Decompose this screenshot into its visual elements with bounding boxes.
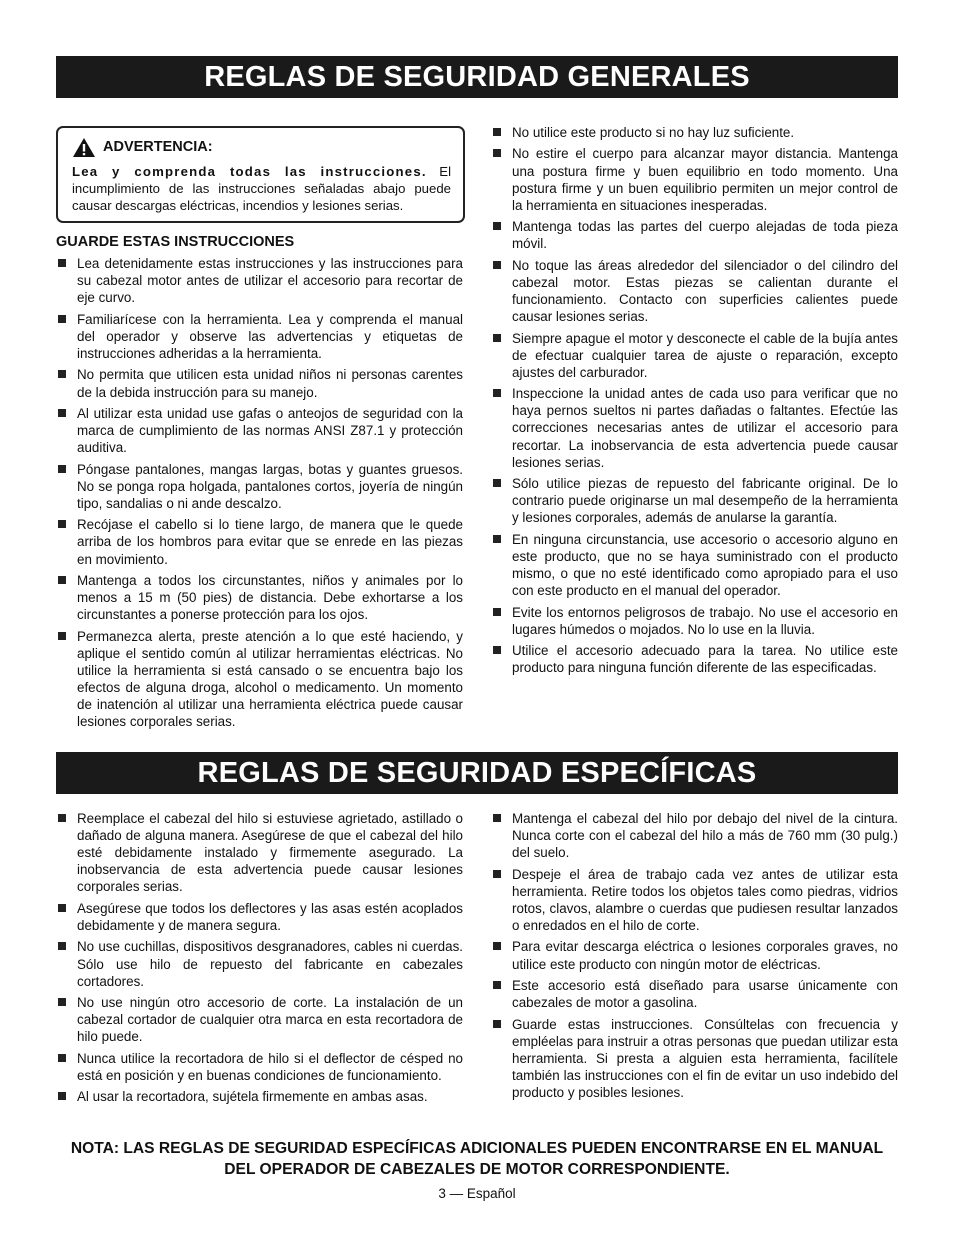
rule-item xyxy=(491,531,898,599)
rule-text: No estire el cuerpo para alcanzar mayor distancia. Mantenga una postura firme y buen equilibrio en todo momento. Una postura firme y un buen equilibrio permiten un mejor control de la herramienta en situaciones inesperadas. xyxy=(512,146,898,213)
rule-item xyxy=(491,604,898,638)
rule-text: Sólo utilice piezas de repuesto del fabricante original. De lo contrario puede originarse un mal desempeño de la herramienta y lesiones corporales, además de anularse la garantía. xyxy=(512,476,898,526)
rule-text: Evite los entornos peligrosos de trabajo. No use el accesorio en lugares húmedos o mojados. No lo use en la lluvia. xyxy=(512,604,898,637)
rule-text: Familiarícese con la herramienta. Lea y comprenda el manual del operador y observe las advertencias y etiquetas de instrucciones adheridas a la herramienta. xyxy=(77,311,463,361)
rule-item xyxy=(491,938,898,972)
rule-item xyxy=(491,257,898,325)
rule-text: Despeje el área de trabajo cada vez antes de utilizar esta herramienta. Retire todos los objetos tales como piedras, vidrios rotos, clavos, alambre o cuerdas que pudiesen resultar lanzados o enredados en el hilo de corte. xyxy=(512,866,898,933)
square-bullet-icon xyxy=(58,1054,66,1062)
general-rules-right-column xyxy=(491,124,898,681)
rule-item xyxy=(56,366,463,400)
square-bullet-icon xyxy=(58,409,66,417)
general-rules-banner xyxy=(56,56,898,98)
warning-triangle-icon xyxy=(72,137,96,158)
rule-item xyxy=(56,810,463,895)
rule-text: Mantenga todas las partes del cuerpo alejadas de toda pieza móvil. xyxy=(512,219,898,252)
square-bullet-icon xyxy=(493,981,501,989)
square-bullet-icon xyxy=(493,334,501,342)
square-bullet-icon xyxy=(493,646,501,654)
warning-box xyxy=(56,126,465,223)
rule-text: Al utilizar esta unidad use gafas o anteojos de seguridad con la marca de cumplimiento de las normas ANSI Z87.1 y protección auditiva. xyxy=(77,406,463,456)
square-bullet-icon xyxy=(58,576,66,584)
rule-text: Póngase pantalones, mangas largas, botas y guantes gruesos. No se ponga ropa holgada, pantalones cortos, joyería de ningún tipo, sandalias o ni ande descalzo. xyxy=(77,461,463,511)
rule-item xyxy=(491,1016,898,1101)
square-bullet-icon xyxy=(58,998,66,1006)
rule-text: Lea detenidamente estas instrucciones y las instrucciones para su cabezal motor antes de utilizar el accesorio para recortar de eje curvo. xyxy=(77,256,463,306)
rule-item xyxy=(491,124,898,141)
rule-text: Mantenga el cabezal del hilo por debajo del nivel de la cintura. Nunca corte con el cabezal del hilo a más de 760 mm (30 pulg.) del suelo. xyxy=(512,811,898,861)
rule-text: Reemplace el cabezal del hilo si estuviese agrietado, astillado o dañado de alguna manera. Asegúrese de que el cabezal del hilo esté debidamente instalado y firmemente asegurado. La inobservancia de esta advertencia puede causar lesiones corporales serias. xyxy=(77,811,463,895)
general-left-list xyxy=(56,255,463,730)
rule-item xyxy=(491,866,898,934)
rule-item xyxy=(491,475,898,526)
square-bullet-icon xyxy=(58,520,66,528)
square-bullet-icon xyxy=(493,222,501,230)
square-bullet-icon xyxy=(58,259,66,267)
rule-text: Utilice el accesorio adecuado para la tarea. No utilice este producto para ninguna función diferente de las especificadas. xyxy=(512,643,898,676)
rule-item xyxy=(56,255,463,306)
rule-item xyxy=(491,642,898,676)
rule-item xyxy=(56,900,463,934)
square-bullet-icon xyxy=(493,128,501,136)
rule-text: En ninguna circunstancia, use accesorio o accesorio alguno en este producto, que no se haya suministrado con el producto mismo, o que no esté identificado como apropiado para el uso con este producto en el manual del operador. xyxy=(512,531,898,599)
square-bullet-icon xyxy=(58,814,66,822)
square-bullet-icon xyxy=(493,608,501,616)
additional-rules-note: NOTA: LAS REGLAS DE SEGURIDAD ESPECÍFICAS ADICIONALES PUEDEN ENCONTRARSE EN EL MANUAL DEL OPERADOR DE CABEZALES DE MOTOR CORRESPONDIENTE. xyxy=(70,1140,884,1178)
square-bullet-icon xyxy=(493,870,501,878)
warning-lead: Lea y comprenda todas las instrucciones. xyxy=(72,164,427,179)
rule-item xyxy=(491,145,898,213)
specific-rules-title: REGLAS DE SEGURIDAD ESPECÍFICAS xyxy=(197,756,757,789)
rule-text: Al usar la recortadora, sujétela firmemente en ambas asas. xyxy=(77,1089,428,1105)
specific-left-list xyxy=(56,810,463,1105)
square-bullet-icon xyxy=(58,465,66,473)
square-bullet-icon xyxy=(493,479,501,487)
square-bullet-icon xyxy=(493,942,501,950)
general-rules-left-column xyxy=(56,126,463,735)
square-bullet-icon xyxy=(58,370,66,378)
square-bullet-icon xyxy=(58,315,66,323)
square-bullet-icon xyxy=(58,904,66,912)
square-bullet-icon xyxy=(493,389,501,397)
rule-item xyxy=(56,311,463,362)
rule-text: No toque las áreas alrededor del silenciador o del cilindro del cabezal motor. Estas piezas se calientan durante el funcionamiento. Contacto con superficies calientes puede causar lesiones serias. xyxy=(512,257,898,325)
square-bullet-icon xyxy=(493,261,501,269)
rule-text: Mantenga a todos los circunstantes, niños y animales por lo menos a 15 m (50 pies) de distancia. Debe exhortarse a los circunstantes a ponerse protección para los ojos. xyxy=(77,573,463,623)
rule-item xyxy=(56,994,463,1045)
rule-item xyxy=(56,628,463,731)
rule-text: Recójase el cabello si lo tiene largo, de manera que le quede arriba de los hombros para evitar que se enrede en las piezas en movimiento. xyxy=(77,517,463,567)
general-rules-title: REGLAS DE SEGURIDAD GENERALES xyxy=(204,60,750,93)
rule-text: No permita que utilicen esta unidad niños ni personas carentes de la debida instrucción para su manejo. xyxy=(77,367,463,400)
rule-text: No use ningún otro accesorio de corte. La instalación de un cabezal cortador de cualquier otra marca en esta recortadora de hilo puede. xyxy=(77,995,463,1045)
general-right-list xyxy=(491,124,898,676)
square-bullet-icon xyxy=(493,1020,501,1028)
rule-text: Asegúrese que todos los deflectores y las asas estén acoplados debidamente y de manera segura. xyxy=(77,900,463,933)
rule-text: Para evitar descarga eléctrica o lesiones corporales graves, no utilice este producto con ningún motor de eléctricas. xyxy=(512,939,898,972)
rule-item xyxy=(491,977,898,1011)
rule-item xyxy=(56,572,463,623)
square-bullet-icon xyxy=(58,1092,66,1100)
rule-item xyxy=(491,385,898,470)
rule-item xyxy=(56,1050,463,1084)
rule-text: Este accesorio está diseñado para usarse únicamente con cabezales de motor a gasolina. xyxy=(512,978,898,1011)
warning-text xyxy=(72,163,451,214)
rule-text: No utilice este producto si no hay luz suficiente. xyxy=(512,125,795,140)
specific-right-list xyxy=(491,810,898,1101)
specific-rules-left-column xyxy=(56,810,463,1110)
rule-item xyxy=(56,516,463,567)
rule-item xyxy=(56,405,463,456)
specific-rules-banner xyxy=(56,752,898,794)
specific-rules-right-column xyxy=(491,810,898,1105)
rule-text: Guarde estas instrucciones. Consúltelas con frecuencia y empléelas para instruir a otras personas que puedan utilizar esta herramienta. Si presta a alguien esta herramienta, facilítele también las instrucciones con el fin de evitar un uso indebido del producto y posibles lesiones. xyxy=(512,1016,898,1100)
square-bullet-icon xyxy=(58,632,66,640)
rule-item xyxy=(56,938,463,989)
rule-text: Nunca utilice la recortadora de hilo si el deflector de césped no está en posición y en buenas condiciones de funcionamiento. xyxy=(77,1050,463,1083)
rule-item xyxy=(491,810,898,861)
rule-item xyxy=(491,330,898,381)
rule-text: Inspeccione la unidad antes de cada uso para verificar que no haya pernos sueltos ni partes dañadas o faltantes. Efectúe las correcciones necesarias antes de utilizar el accesorio para recortar. La inobservancia de esta advertencia puede causar lesiones serias. xyxy=(512,386,898,470)
warning-header xyxy=(72,137,451,158)
square-bullet-icon xyxy=(493,814,501,822)
warning-body: El incumplimiento de las instrucciones señaladas abajo puede causar descargas eléctricas, incendios y lesiones serias. xyxy=(72,164,451,213)
rule-item xyxy=(491,218,898,252)
square-bullet-icon xyxy=(493,149,501,157)
square-bullet-icon xyxy=(58,942,66,950)
rule-text: No use cuchillas, dispositivos desgranadores, cables ni cuerdas. Sólo use hilo de repuesto del fabricante en cabezales cortadores. xyxy=(77,939,463,989)
rule-text: Siempre apague el motor y desconecte el cable de la bujía antes de efectuar cualquier tarea de ajuste o reparación, excepto ajustes del carburador. xyxy=(512,330,898,380)
rule-item xyxy=(56,461,463,512)
page-footer: 3 — Español xyxy=(438,1186,516,1201)
rule-text: Permanezca alerta, preste atención a lo que esté haciendo, y aplique el sentido común al utilizar herramientas eléctricas. No utilice la herramienta si está cansado o se encuentra bajo los efectos de alguna droga, alcohol o medicamento. Un momento de inatención al utilizar una herramienta eléctrica puede causar lesiones corporales serias. xyxy=(77,628,463,730)
rule-item xyxy=(56,1088,463,1105)
square-bullet-icon xyxy=(493,535,501,543)
save-instructions-heading: GUARDE ESTAS INSTRUCCIONES xyxy=(56,234,295,250)
warning-heading: ADVERTENCIA: xyxy=(103,138,213,155)
